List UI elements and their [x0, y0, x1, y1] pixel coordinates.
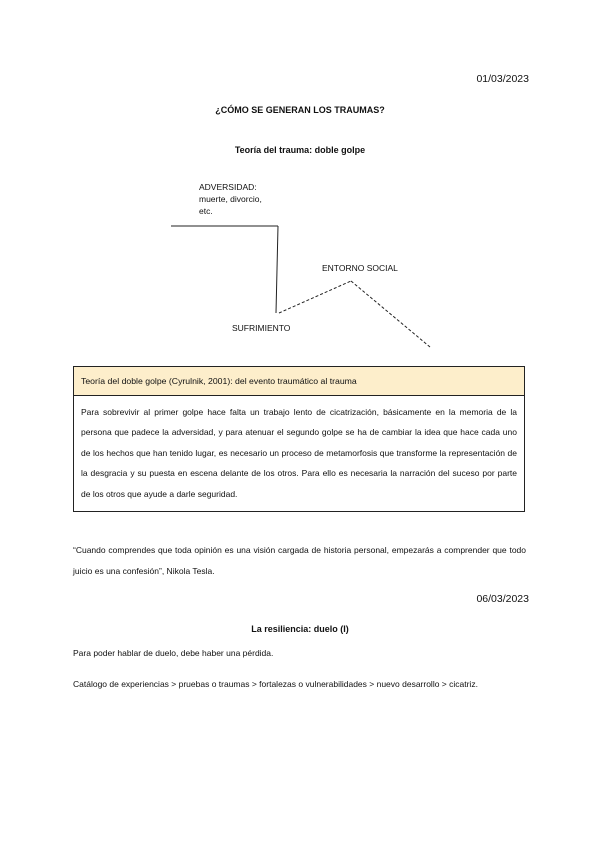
first-blow-line	[276, 226, 278, 313]
resilience-title: La resiliencia: duelo (I)	[251, 624, 349, 634]
suffering-label: SUFRIMIENTO	[232, 323, 291, 333]
date-section2: 06/03/2023	[476, 593, 529, 605]
second-blow-line-up	[279, 281, 351, 313]
adversity-label: ADVERSIDAD: muerte, divorcio, etc.	[199, 182, 262, 216]
social-environment-label: ENTORNO SOCIAL	[322, 263, 398, 273]
second-blow-line-down	[351, 281, 430, 347]
theory-box	[73, 366, 525, 512]
theory-box-heading: Teoría del doble golpe (Cyrulnik, 2001): del evento traumático al trauma	[74, 367, 524, 396]
section-subtitle: Teoría del trauma: doble golpe	[234, 145, 366, 155]
theory-box-body: Para sobrevivir al primer golpe hace falta un trabajo lento de cicatrización, básicamente en la memoria de la persona que padece la adversidad, y para atenuar el segundo golpe se ha de cambiar la idea que hace cada uno de los hechos que han tenido lugar, es necesario un proceso de metamorfosis que transforme la representación de la desgracia y su puesta en escena delante de los otros. Para ello es necesaria la narración del suceso por parte de los otros que ayude a darle seguridad.	[81, 407, 517, 499]
date-header: 01/03/2023	[476, 73, 529, 85]
paragraph-loss: Para poder hablar de duelo, debe haber una pérdida.	[73, 648, 274, 658]
paragraph-catalog: Catálogo de experiencias > pruebas o traumas > fortalezas o vulnerabilidades > nuevo desarrollo > cicatriz.	[73, 679, 478, 689]
tesla-quote: “Cuando comprendes que toda opinión es una visión cargada de historia personal, empezarás a comprender que todo juicio es una confesión”, Nikola Tesla.	[73, 545, 526, 576]
double-blow-diagram	[0, 0, 600, 360]
section-title: ¿CÓMO SE GENERAN LOS TRAUMAS?	[215, 105, 385, 115]
